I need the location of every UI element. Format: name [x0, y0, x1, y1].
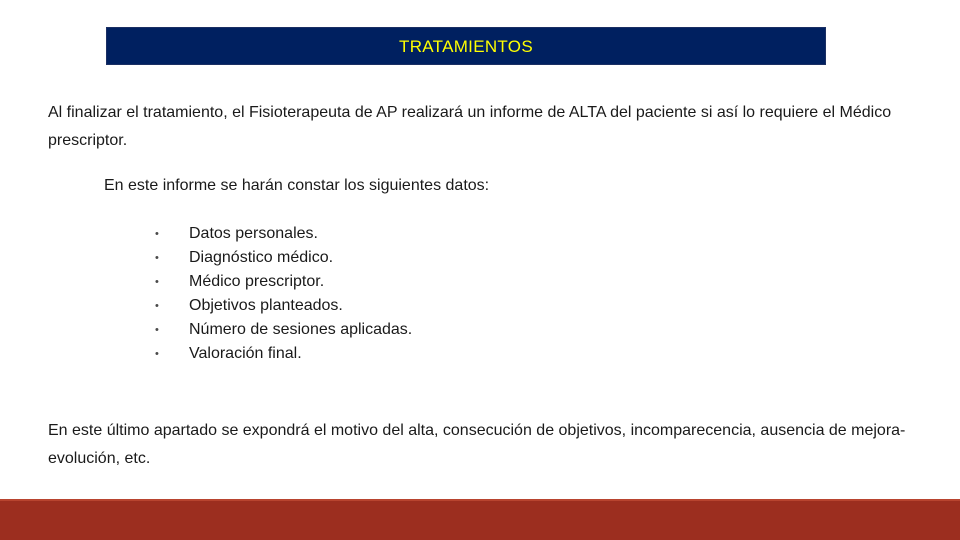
title-bar: [106, 27, 826, 65]
list-item: [150, 246, 412, 270]
footer-band: [0, 499, 960, 540]
list-item-label: Objetivos planteados.: [189, 297, 343, 314]
slide-title: TRATAMIENTOS: [399, 37, 533, 56]
bullet-icon: •: [155, 252, 159, 264]
list-item: [150, 270, 412, 294]
closing-paragraph: En este último apartado se expondrá el motivo del alta, consecución de objetivos, incomparecencia, ausencia de mejora-evolución, etc.: [48, 422, 906, 467]
list-item: [150, 318, 412, 342]
footer-divider: [0, 499, 960, 501]
list-item-label: Datos personales.: [189, 225, 318, 242]
data-list-intro: En este informe se harán constar los siguientes datos:: [104, 177, 490, 194]
intro-paragraph: Al finalizar el tratamiento, el Fisioterapeuta de AP realizará un informe de ALTA del paciente si así lo requiere el Médico prescriptor.: [48, 104, 892, 149]
list-item-label: Número de sesiones aplicadas.: [189, 321, 413, 338]
list-item: [150, 294, 412, 318]
list-item-label: Valoración final.: [189, 345, 302, 362]
list-item: [150, 342, 412, 366]
list-item-label: Médico prescriptor.: [189, 273, 325, 290]
data-list: [150, 222, 412, 366]
bullet-icon: •: [155, 300, 159, 312]
list-item: [150, 222, 412, 246]
list-item-label: Diagnóstico médico.: [189, 249, 334, 266]
bullet-icon: •: [155, 348, 159, 360]
bullet-icon: •: [155, 324, 159, 336]
bullet-icon: •: [155, 228, 159, 240]
bullet-icon: •: [155, 276, 159, 288]
